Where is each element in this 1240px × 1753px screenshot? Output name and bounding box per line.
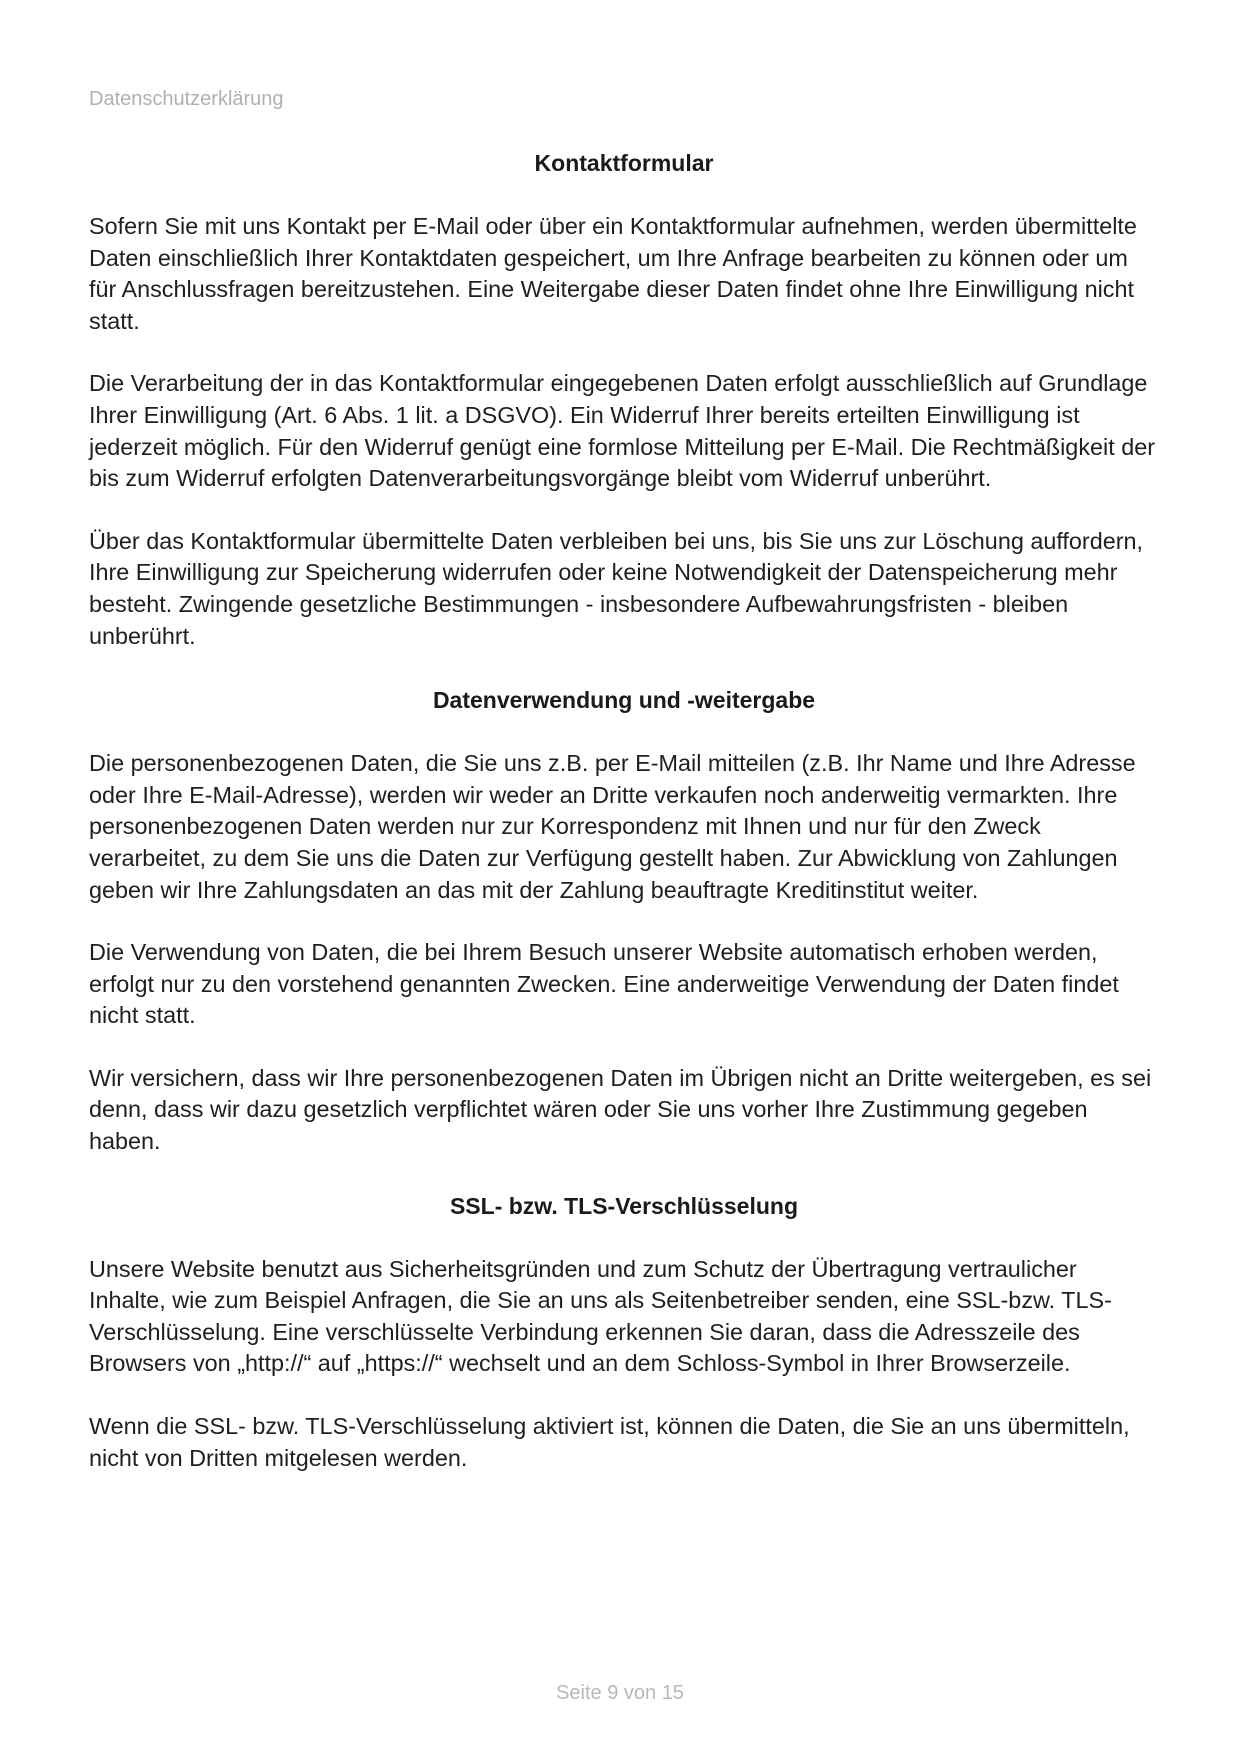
paragraph: Die personenbezogenen Daten, die Sie uns z.B. per E-Mail mitteilen (z.B. Ihr Name und Ihre Adresse oder Ihre E-Mail-Adresse), werden wir weder an Dritte verkaufen noch anderweitig vermarkten. Ihre personenbezogenen Daten werden nur zur Korrespondenz mit Ihnen und nur für den Zweck verarbeitet, zu dem Sie uns die Daten zur Verfügung gestellt haben. Zur Abwicklung von Zahlungen geben wir Ihre Zahlungsdaten an das mit der Zahlung beauftragte Kreditinstitut weiter. [89,750,1136,903]
paragraph: Sofern Sie mit uns Kontakt per E-Mail oder über ein Kontaktformular aufnehmen, werden übermittelte Daten einschließlich Ihrer Kontaktdaten gespeichert, um Ihre Anfrage bearbeiten zu können oder um für Anschlussfragen bereitzustehen. Eine Weitergabe dieser Daten findet ohne Ihre Einwilligung nicht statt. [89,213,1137,334]
paragraph: Die Verarbeitung der in das Kontaktformular eingegebenen Daten erfolgt ausschließlich auf Grundlage Ihrer Einwilligung (Art. 6 Abs. 1 lit. a DSGVO). Ein Widerruf Ihrer bereits erteilten Einwilligung ist jederzeit möglich. Für den Widerruf genügt eine formlose Mitteilung per E-Mail. Die Rechtmäßigkeit der bis zum Widerruf erfolgten Datenverarbeitungsvorgänge bleibt vom Widerruf unberührt. [89,370,1156,492]
page-number: Seite 9 von 15 [556,1682,684,1704]
section-kontaktformular [89,146,1159,652]
paragraph: Über das Kontaktformular übermittelte Daten verbleiben bei uns, bis Sie uns zur Löschung auffordern, Ihre Einwilligung zur Speicherung widerrufen oder keine Notwendigkeit der Datenspeicherung mehr besteht. Zwingende gesetzliche Bestimmungen - insbesondere Aufbewahrungsfristen - bleiben unberührt. [89,527,1144,649]
section-heading: Kontaktformular [534,150,714,176]
paragraph: Wir versichern, dass wir Ihre personenbezogenen Daten im Übrigen nicht an Dritte weitergeben, es sei denn, dass wir dazu gesetzlich verpflichtet wären oder Sie uns vorher Ihre Zustimmung gegeben haben. [89,1064,1152,1155]
paragraph: Unsere Website benutzt aus Sicherheitsgründen und zum Schutz der Übertragung vertraulicher Inhalte, wie zum Beispiel Anfragen, die Sie an uns als Seitenbetreiber senden, eine SSL-bzw. TLS-Verschlüsselung. Eine verschlüsselte Verbindung erkennen Sie daran, dass die Adresszeile des Browsers von „http://“ auf „https://“ wechselt und an dem Schloss-Symbol in Ihrer Browserzeile. [89,1255,1112,1377]
paragraph: Wenn die SSL- bzw. TLS-Verschlüsselung aktiviert ist, können die Daten, die Sie an uns übermitteln, nicht von Dritten mitgelesen werden. [89,1413,1130,1471]
section-heading: SSL- bzw. TLS-Verschlüsselung [449,1192,799,1219]
section-ssl-tls [89,1189,1159,1475]
section-heading: Datenverwendung und -weitergabe [432,687,816,714]
document-body [89,146,1159,1505]
running-header: Datenschutzerklärung [89,88,284,110]
paragraph: Die Verwendung von Daten, die bei Ihrem Besuch unserer Website automatisch erhoben werden, erfolgt nur zu den vorstehend genannten Zwecken. Eine anderweitige Verwendung der Daten findet nicht statt. [89,939,1119,1029]
section-datenverwendung [89,683,1159,1158]
